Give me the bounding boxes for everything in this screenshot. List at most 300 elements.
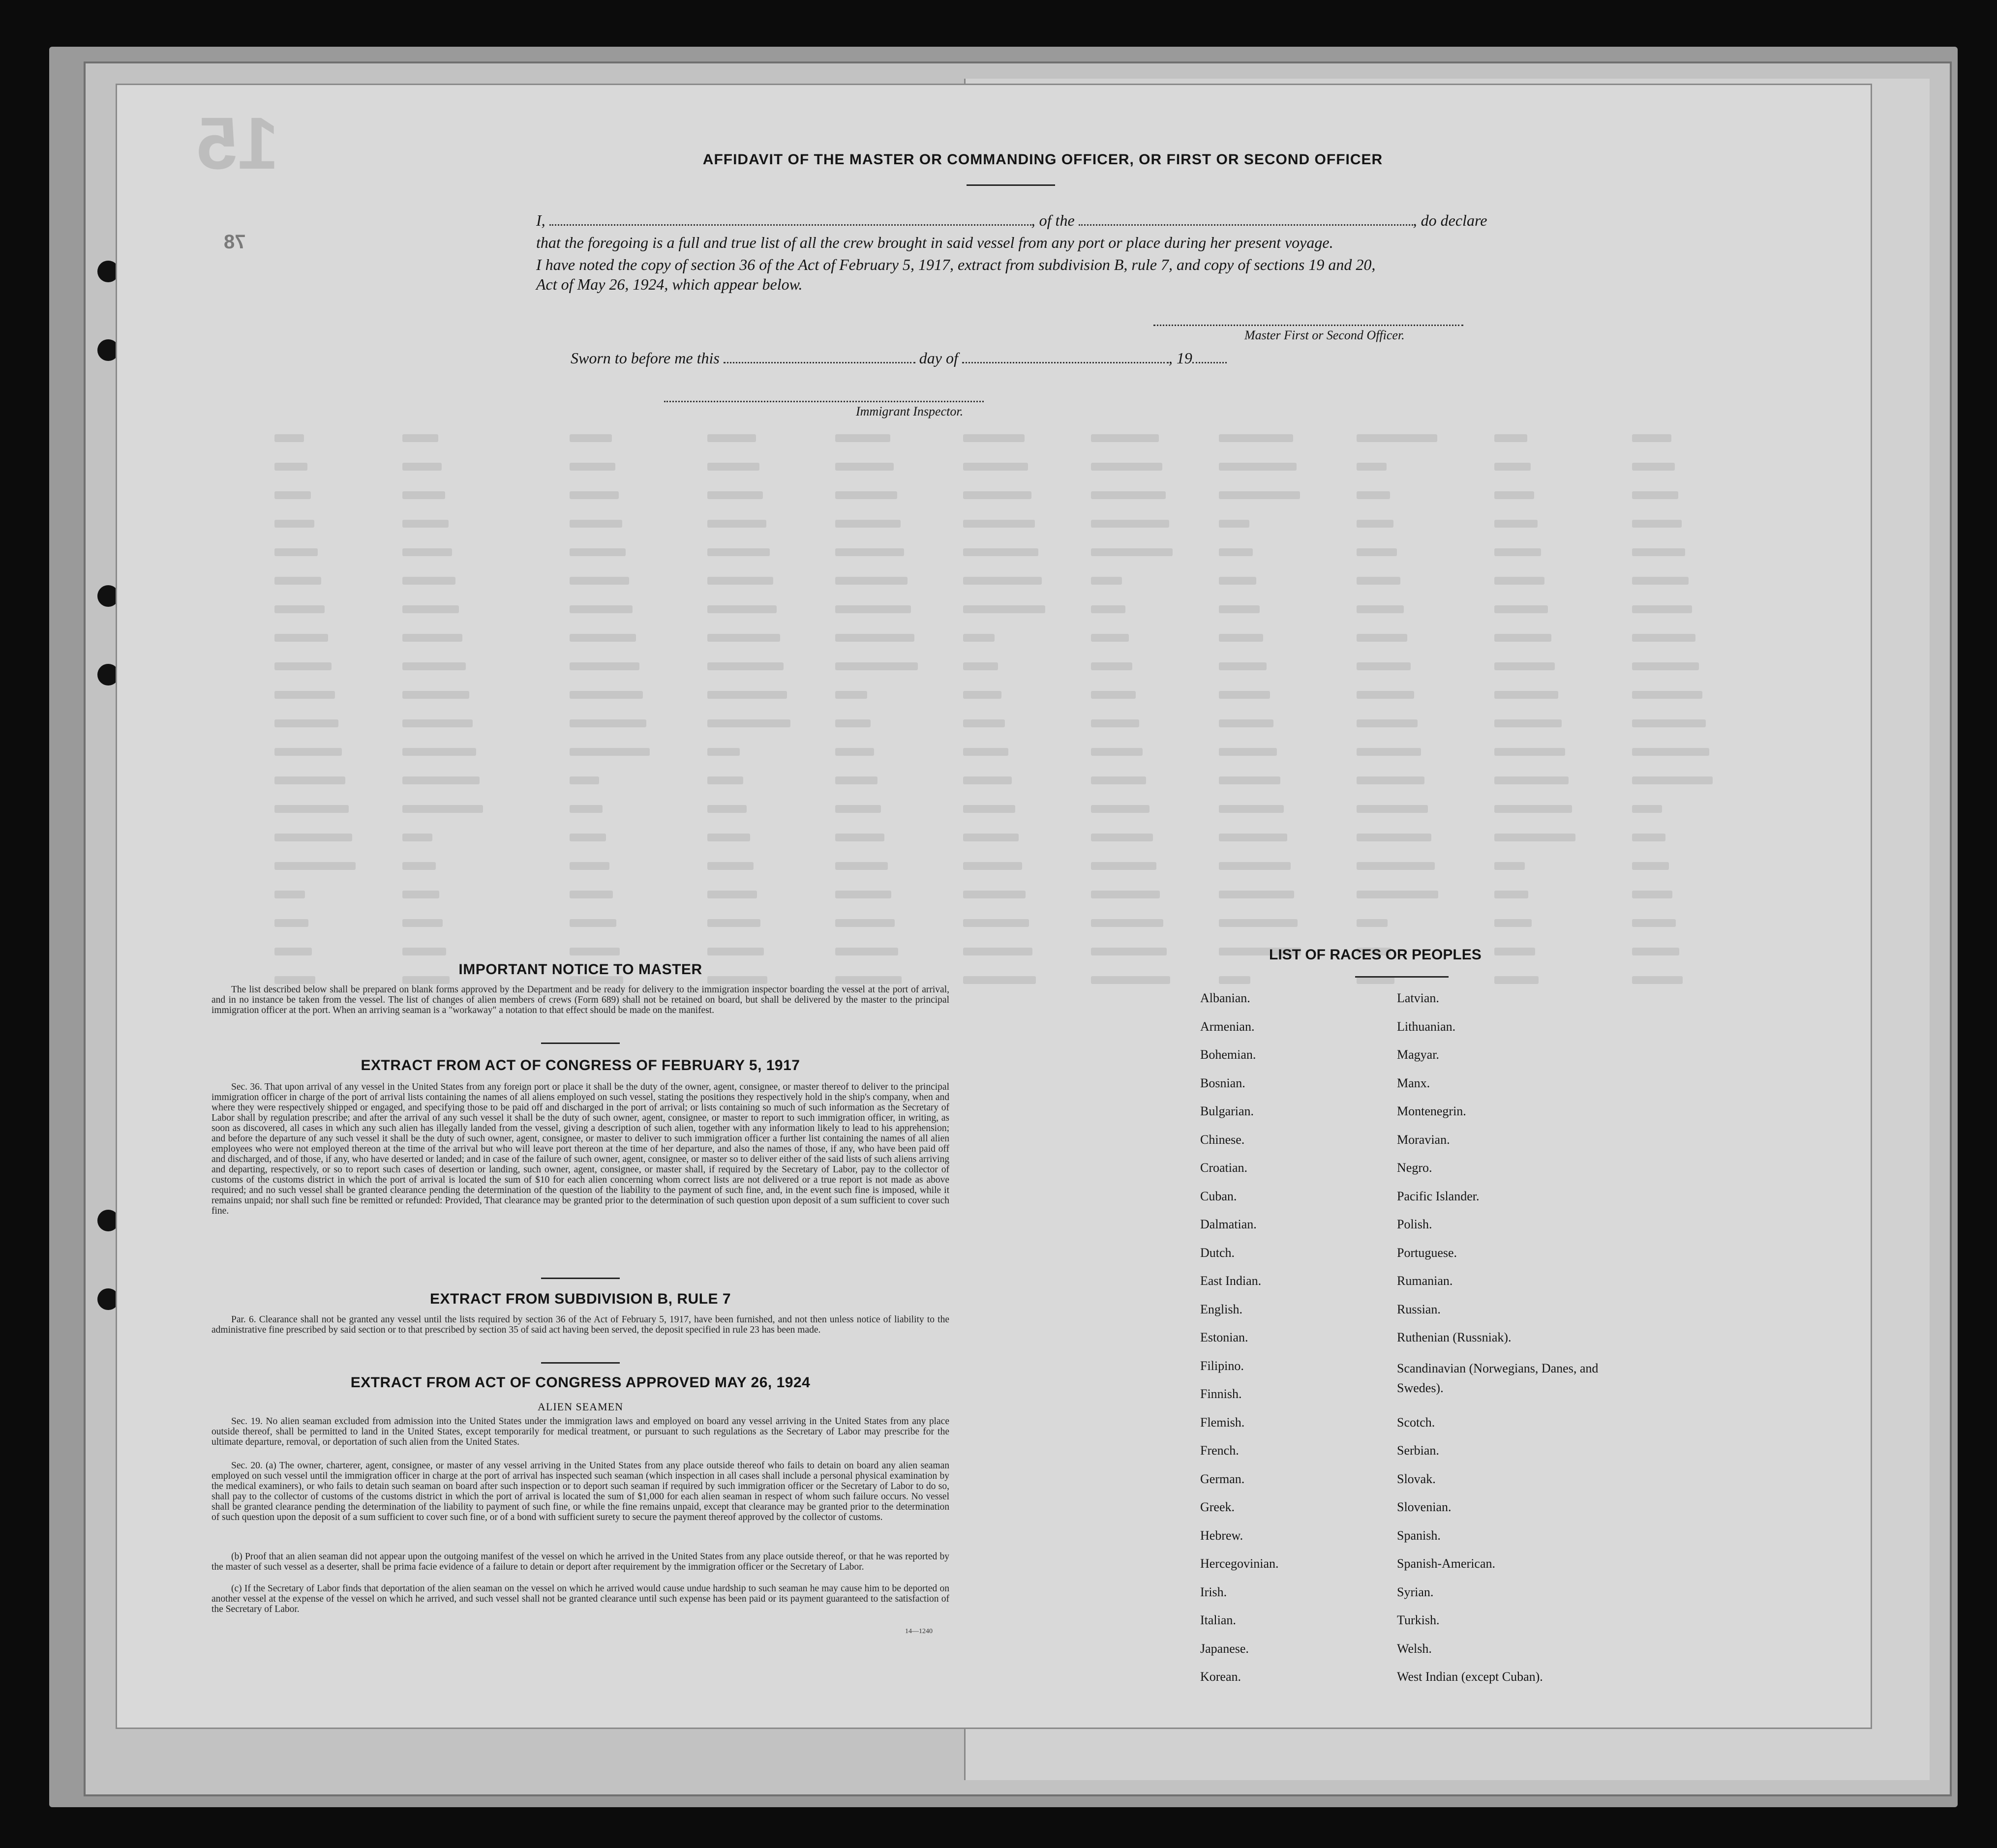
bleed-through-mark bbox=[1219, 577, 1256, 585]
race-item: Polish. bbox=[1397, 1217, 1432, 1231]
bleed-through-mark bbox=[1219, 719, 1273, 727]
race-item: Magyar. bbox=[1397, 1047, 1439, 1062]
bleed-through-mark bbox=[274, 834, 352, 841]
bleed-through-mark bbox=[402, 463, 442, 471]
race-item: East Indian. bbox=[1200, 1274, 1262, 1288]
bleed-through-mark bbox=[274, 434, 304, 442]
bleed-through-mark bbox=[570, 491, 619, 499]
race-item: Albanian. bbox=[1200, 991, 1250, 1005]
divider bbox=[541, 1362, 620, 1364]
bleed-through-mark bbox=[707, 776, 743, 784]
bleed-through-mark bbox=[835, 463, 894, 471]
small-number-mark: 78 bbox=[224, 231, 246, 253]
bleed-through-mark bbox=[1091, 862, 1156, 870]
affidavit-title: AFFIDAVIT OF THE MASTER OR COMMANDING OFFICER, OR FIRST OR SECOND OFFICER bbox=[702, 151, 1383, 168]
bleed-through-mark bbox=[707, 520, 766, 528]
bleed-through-mark bbox=[707, 805, 747, 813]
bleed-through-mark bbox=[835, 919, 895, 927]
bleed-through-mark bbox=[570, 577, 629, 585]
sworn-day-label: day of bbox=[919, 349, 958, 367]
bleed-through-mark bbox=[1632, 976, 1683, 984]
bleed-through-mark bbox=[1091, 919, 1163, 927]
extract-1924-heading: EXTRACT FROM ACT OF CONGRESS APPROVED MAY 26, 1924 bbox=[350, 1374, 811, 1391]
bleed-through-mark bbox=[1494, 919, 1532, 927]
races-heading: LIST OF RACES OR PEOPLES bbox=[1269, 947, 1482, 963]
race-item: Russian. bbox=[1397, 1302, 1441, 1316]
bleed-through-mark bbox=[1091, 691, 1136, 699]
race-item: Dalmatian. bbox=[1200, 1217, 1257, 1231]
race-item: Korean. bbox=[1200, 1669, 1241, 1684]
bleed-through-mark bbox=[1494, 434, 1527, 442]
sworn-month-field[interactable] bbox=[962, 349, 1169, 363]
rule7-heading: EXTRACT FROM SUBDIVISION B, RULE 7 bbox=[429, 1291, 731, 1307]
bleed-through-mark bbox=[1357, 748, 1421, 756]
bleed-through-mark bbox=[963, 948, 1032, 955]
sec19-text: Sec. 19. No alien seaman excluded from admission into the United States under the immigration laws and employed on board any vessel arriving in the United States from any place outside thereof, shall be permitted to land in the United States, except temporarily for medical treatment, or pursuant to such regulations as the Secretary of Labor may prescribe for the ultimate departure, removal, or deportation of such alien from the United States. bbox=[212, 1416, 949, 1447]
bleed-through-mark bbox=[570, 862, 609, 870]
extract-1917-text: Sec. 36. That upon arrival of any vessel in the United States from any foreign port or place it shall be the duty of the owner, agent, consignee, or master thereof to deliver to the principal immigration officer in charge of the port of arrival lists containing the names of all aliens employed on such vessel, stating the positions they respectively hold in the ship's company, when and where they were respectively shipped or engaged, and specifying those to be paid off and discharged in the port of arrival; or lists containing so much of such information as the Secretary of Labor shall by regulation prescribe; and after the arrival of any such vessel it shall be the duty of such owner, agent, consignee, or master to report to such immigration officer, in writing, as soon as discovered, all cases in which any such alien has illegally landed from the vessel, giving a description of such alien, together with any information likely to lead to his apprehension; and before the departure of any such vessel it shall be the duty of such owner, agent, consignee, or master to deliver to such immigration officer a further list containing the names of all alien employees who were not employed thereon at the time of the arrival but who will leave port thereon at the time of her departure, and also the names of those, if any, who have been paid off and discharged, and of those, if any, who have deserted or landed; and in case of the failure of such owner, agent, consignee, or master so to deliver either of the said lists of such aliens arriving and departing, respectively, or so to report such cases of desertion or landing, such owner, agent, consignee, or master shall, if required by the Secretary of Labor, pay to the collector of customs of the customs district in which the port of arrival is located the sum of $10 for each alien concerning whom correct lists are not delivered or a true report is not made as above required; and no such vessel shall be granted clearance pending the determination of the question of the liability to the payment of such fine, and, in the event such fine is imposed, while it remains unpaid; nor shall such fine be remitted or refunded: Provided, That clearance may be granted prior to the determination of such question upon deposit of a sum sufficient to cover such fine. bbox=[212, 1082, 949, 1216]
bleed-through-mark bbox=[707, 463, 759, 471]
race-item: Spanish-American. bbox=[1397, 1556, 1496, 1571]
bleed-through-mark bbox=[963, 434, 1025, 442]
bleed-through-mark bbox=[1494, 776, 1569, 784]
bleed-through-mark bbox=[1494, 862, 1525, 870]
bleed-through-mark bbox=[835, 719, 871, 727]
bleed-through-mark bbox=[274, 776, 345, 784]
bleed-through-mark bbox=[1357, 634, 1407, 642]
declare-label: , do declare bbox=[1413, 211, 1487, 229]
bleed-through-row bbox=[255, 520, 1789, 531]
bleed-through-mark bbox=[570, 891, 613, 898]
bleed-through-row bbox=[255, 491, 1789, 502]
bleed-through-mark bbox=[570, 634, 636, 642]
bleed-through-mark bbox=[402, 834, 432, 841]
bleed-through-mark bbox=[1091, 434, 1159, 442]
bleed-through-mark bbox=[402, 577, 455, 585]
bleed-through-mark bbox=[835, 776, 877, 784]
bleed-through-mark bbox=[1219, 491, 1300, 499]
alien-seamen-subheading: ALIEN SEAMEN bbox=[538, 1401, 623, 1413]
bleed-through-mark bbox=[963, 605, 1045, 613]
race-item: Chinese. bbox=[1200, 1132, 1245, 1147]
bleed-through-mark bbox=[1632, 805, 1662, 813]
bleed-through-mark bbox=[1494, 805, 1572, 813]
divider bbox=[541, 1043, 620, 1044]
bleed-through-mark bbox=[1219, 548, 1253, 556]
race-item: Latvian. bbox=[1397, 991, 1439, 1005]
bleed-through-mark bbox=[274, 605, 325, 613]
race-item: Lithuanian. bbox=[1397, 1019, 1456, 1034]
bleed-through-mark bbox=[1494, 976, 1539, 984]
bleed-through-mark bbox=[1357, 805, 1428, 813]
bleed-through-mark bbox=[1632, 662, 1699, 670]
bleed-through-mark bbox=[570, 548, 626, 556]
bleed-through-mark bbox=[1219, 691, 1270, 699]
race-item: Greek. bbox=[1200, 1500, 1235, 1514]
race-item: Negro. bbox=[1397, 1161, 1432, 1175]
bleed-through-mark bbox=[274, 691, 335, 699]
race-item: Ruthenian (Russniak). bbox=[1397, 1330, 1512, 1344]
divider bbox=[967, 184, 1055, 186]
bleed-through-mark bbox=[402, 719, 473, 727]
bleed-through-mark bbox=[1091, 577, 1122, 585]
bleed-through-mark bbox=[963, 862, 1022, 870]
race-item: West Indian (except Cuban). bbox=[1397, 1669, 1543, 1684]
bleed-through-mark bbox=[1219, 834, 1287, 841]
bleed-through-mark bbox=[1091, 463, 1162, 471]
bleed-through-mark bbox=[570, 748, 650, 756]
bleed-through-mark bbox=[1091, 520, 1169, 528]
bleed-through-mark bbox=[963, 577, 1042, 585]
bleed-through-mark bbox=[274, 748, 342, 756]
bleed-through-mark bbox=[274, 577, 321, 585]
bleed-through-mark bbox=[1357, 719, 1418, 727]
bleed-through-mark bbox=[707, 691, 787, 699]
bleed-through-row bbox=[255, 662, 1789, 673]
sec20b-text: (b) Proof that an alien seaman did not appear upon the outgoing manifest of the vessel on which he arrived in the United States from any place outside thereof, or that he was reported by the master of such vessel as a deserter, shall be prima facie evidence of a failure to detain or deport after requirement by the immigration officer or the Secretary of Labor. bbox=[212, 1551, 949, 1572]
bleed-through-mark bbox=[1357, 891, 1438, 898]
declarant-prefix: I, bbox=[536, 211, 545, 229]
bleed-through-mark bbox=[963, 463, 1028, 471]
sworn-prefix: Sworn to before me this bbox=[571, 349, 720, 367]
bleed-through-mark bbox=[707, 605, 777, 613]
bleed-through-mark bbox=[402, 605, 459, 613]
bleed-through-mark bbox=[963, 662, 998, 670]
bleed-through-mark bbox=[1357, 577, 1400, 585]
bleed-through-mark bbox=[1219, 862, 1291, 870]
bleed-through-mark bbox=[1632, 520, 1682, 528]
bleed-through-mark bbox=[1494, 520, 1538, 528]
race-item: English. bbox=[1200, 1302, 1242, 1316]
master-signature-line[interactable] bbox=[1153, 325, 1463, 326]
bleed-through-mark bbox=[402, 748, 476, 756]
race-item: Manx. bbox=[1397, 1075, 1430, 1090]
of-the-label: , of the bbox=[1031, 211, 1075, 229]
bleed-through-mark bbox=[835, 891, 891, 898]
bleed-through-mark bbox=[1632, 719, 1706, 727]
bleed-through-row bbox=[255, 834, 1789, 844]
bleed-through-mark bbox=[1357, 491, 1390, 499]
bleed-through-mark bbox=[1494, 748, 1565, 756]
race-item: Syrian. bbox=[1397, 1584, 1434, 1599]
bleed-through-mark bbox=[707, 948, 764, 955]
bleed-through-mark bbox=[1494, 577, 1544, 585]
master-signature-label: Master First or Second Officer. bbox=[1244, 328, 1405, 342]
bleed-through-mark bbox=[835, 691, 867, 699]
bleed-through-mark bbox=[1357, 691, 1414, 699]
bleed-through-row bbox=[255, 463, 1789, 474]
race-item: Hercegovinian. bbox=[1200, 1556, 1279, 1571]
bleed-through-row bbox=[255, 948, 1789, 958]
race-item: Croatian. bbox=[1200, 1161, 1248, 1175]
notice-text: The list described below shall be prepared on blank forms approved by the Department and be ready for delivery to the immigration inspector boarding the vessel at the port of arrival, and in no instance be taken from the vessel. The list of changes of alien members of crews (Form 689) shall not be retained on board, but shall be delivered by the master to the principal immigration officer at the port. When an arriving seaman is a "workaway" a notation to that effect should be made on the manifest. bbox=[212, 984, 949, 1015]
bleed-through-mark bbox=[274, 548, 318, 556]
bleed-through-mark bbox=[274, 919, 308, 927]
bleed-through-mark bbox=[1091, 776, 1146, 784]
bleed-through-row bbox=[255, 577, 1789, 588]
bleed-through-mark bbox=[1357, 463, 1387, 471]
bleed-through-mark bbox=[1632, 634, 1695, 642]
bleed-through-mark bbox=[274, 520, 314, 528]
sworn-day-field[interactable] bbox=[724, 349, 915, 363]
sworn-line bbox=[571, 349, 1227, 367]
bleed-through-mark bbox=[274, 662, 332, 670]
bleed-through-mark bbox=[570, 605, 633, 613]
bleed-through-mark bbox=[963, 834, 1019, 841]
rule7-text: Par. 6. Clearance shall not be granted any vessel until the lists required by section 36 of the Act of February 5, 1917, have been furnished, and not then unless notice of liability to the administrative fine prescribed by said section or to that prescribed by section 35 of said act having been served, the deposit specified in rule 23 has been made. bbox=[212, 1314, 949, 1335]
bleed-through-mark bbox=[1494, 463, 1531, 471]
race-item: Dutch. bbox=[1200, 1245, 1235, 1260]
bleed-through-mark bbox=[1632, 834, 1665, 841]
bleed-through-mark bbox=[402, 919, 443, 927]
bleed-through-mark bbox=[1091, 605, 1125, 613]
bleed-through-row bbox=[255, 634, 1789, 645]
bleed-through-mark bbox=[963, 634, 995, 642]
bleed-through-mark bbox=[1632, 434, 1671, 442]
race-item: Bosnian. bbox=[1200, 1075, 1245, 1090]
bleed-through-mark bbox=[1632, 748, 1709, 756]
form-number: 14—1240 bbox=[905, 1628, 933, 1635]
bleed-through-mark bbox=[1091, 748, 1143, 756]
bleed-through-mark bbox=[707, 634, 780, 642]
bleed-through-mark bbox=[1091, 976, 1170, 984]
bleed-through-mark bbox=[1494, 891, 1528, 898]
bleed-through-mark bbox=[835, 434, 890, 442]
bleed-through-mark bbox=[835, 662, 918, 670]
bleed-through-mark bbox=[1357, 434, 1437, 442]
bleed-through-mark bbox=[1357, 834, 1431, 841]
bleed-through-mark bbox=[1494, 834, 1575, 841]
bleed-through-mark bbox=[274, 463, 307, 471]
declaration-text-line: I have noted the copy of section 36 of the Act of February 5, 1917, extract from subdivision B, rule 7, and copy of sections 19 and 20, bbox=[536, 256, 1376, 273]
bleed-through-row bbox=[255, 862, 1789, 873]
bleed-through-mark bbox=[402, 776, 480, 784]
bleed-through-mark bbox=[963, 691, 1001, 699]
bleed-through-row bbox=[255, 805, 1789, 816]
bleed-through-mark bbox=[1494, 691, 1558, 699]
bleed-through-mark bbox=[1632, 691, 1702, 699]
bleed-through-mark bbox=[274, 491, 311, 499]
divider bbox=[541, 1278, 620, 1279]
race-item: Flemish. bbox=[1200, 1415, 1245, 1430]
bleed-through-mark bbox=[835, 862, 888, 870]
bleed-through-mark bbox=[963, 805, 1015, 813]
bleed-through-mark bbox=[1091, 491, 1166, 499]
sworn-year-label: , 19 bbox=[1168, 349, 1192, 367]
race-item: Turkish. bbox=[1397, 1613, 1440, 1627]
bleed-through-mark bbox=[963, 748, 1008, 756]
bleed-through-mark bbox=[1357, 862, 1435, 870]
bleed-through-mark bbox=[835, 548, 904, 556]
divider bbox=[1355, 976, 1449, 978]
bleed-through-mark bbox=[1091, 834, 1153, 841]
bleed-through-mark bbox=[1219, 805, 1284, 813]
bleed-through-mark bbox=[1632, 548, 1685, 556]
bleed-through-mark bbox=[1219, 976, 1250, 984]
bleed-through-mark bbox=[274, 891, 305, 898]
notice-heading: IMPORTANT NOTICE TO MASTER bbox=[458, 961, 702, 978]
bleed-through-mark bbox=[1219, 891, 1294, 898]
bleed-through-mark bbox=[1219, 434, 1293, 442]
bleed-through-row bbox=[255, 719, 1789, 730]
race-item: Hebrew. bbox=[1200, 1528, 1243, 1543]
bleed-through-mark bbox=[1219, 520, 1249, 528]
bleed-through-mark bbox=[1219, 919, 1298, 927]
bleed-through-mark bbox=[963, 491, 1031, 499]
bleed-through-mark bbox=[1219, 634, 1263, 642]
bleed-through-mark bbox=[963, 976, 1036, 984]
bleed-through-mark bbox=[570, 691, 643, 699]
bleed-through-mark bbox=[1632, 491, 1678, 499]
race-item: Spanish. bbox=[1397, 1528, 1441, 1543]
inspector-signature-label: Immigrant Inspector. bbox=[856, 404, 964, 418]
bleed-through-mark bbox=[402, 520, 449, 528]
bleed-through-mark bbox=[1632, 605, 1692, 613]
bleed-through-mark bbox=[402, 891, 439, 898]
bleed-through-mark bbox=[1091, 948, 1167, 955]
bleed-through-mark bbox=[402, 491, 445, 499]
declarant-name-field[interactable] bbox=[549, 211, 1031, 226]
declaration-text-line: that the foregoing is a full and true list of all the crew brought in said vessel from any port or place during her present voyage. bbox=[536, 234, 1333, 251]
bleed-through-mark bbox=[1494, 605, 1548, 613]
race-item: Scotch. bbox=[1397, 1415, 1435, 1430]
race-item: Estonian. bbox=[1200, 1330, 1248, 1344]
bleed-through-mark bbox=[570, 662, 639, 670]
race-item: Welsh. bbox=[1397, 1641, 1432, 1656]
bleed-through-mark bbox=[707, 862, 754, 870]
bleed-through-mark bbox=[1091, 805, 1150, 813]
race-item: Scandinavian (Norwegians, Danes, and Swedes). bbox=[1397, 1361, 1599, 1395]
bleed-through-mark bbox=[570, 919, 616, 927]
race-item: Irish. bbox=[1200, 1584, 1227, 1599]
bleed-through-mark bbox=[1357, 776, 1424, 784]
bleed-through-mark bbox=[1632, 577, 1689, 585]
bleed-through-mark bbox=[1219, 605, 1260, 613]
race-item: German. bbox=[1200, 1471, 1245, 1486]
race-item: Serbian. bbox=[1397, 1443, 1439, 1458]
bleed-through-mark bbox=[963, 520, 1035, 528]
race-item: Moravian. bbox=[1397, 1132, 1450, 1147]
race-item: Filipino. bbox=[1200, 1358, 1244, 1373]
bleed-through-row bbox=[255, 919, 1789, 930]
bleed-through-mark bbox=[835, 948, 898, 955]
race-item: Slovenian. bbox=[1397, 1500, 1452, 1514]
bleed-through-mark bbox=[570, 948, 620, 955]
bleed-through-mark bbox=[835, 577, 908, 585]
bleed-through-mark bbox=[274, 862, 356, 870]
bleed-through-mark bbox=[1632, 862, 1669, 870]
bleed-through-mark bbox=[402, 948, 446, 955]
bleed-through-mark bbox=[402, 548, 452, 556]
race-item: Cuban. bbox=[1200, 1189, 1237, 1203]
bleed-through-mark bbox=[835, 605, 911, 613]
sec20a-text: Sec. 20. (a) The owner, charterer, agent, consignee, or master of any vessel arriving in the United States from any place outside thereof who fails to detain on board any alien seaman employed on such vessel until the immigration officer in charge at the port of arrival has inspected such seaman (which inspection in all cases shall include a personal physical examination by the medical examiners), or who fails to detain such seaman on board after such inspection or to deport such seaman if required by such immigration officer or the Secretary of Labor to do so, shall pay to the collector of customs of the customs district in which the port of arrival is located the sum of $1,000 for each alien seaman in respect of whom such failure occurs. No vessel shall be granted clearance pending the determination of the liability to payment of such fine, or while the fine remains unpaid, except that clearance may be granted prior to the determination of such question upon the deposit of a sum sufficient to cover such fine, or of a bond with sufficient surety to secure the payment thereof approved by the collector of customs. bbox=[212, 1461, 949, 1522]
bleed-through-mark bbox=[570, 776, 599, 784]
bleed-through-mark bbox=[1357, 662, 1411, 670]
bleed-through-mark bbox=[835, 520, 901, 528]
bleed-through-mark bbox=[707, 919, 760, 927]
bleed-through-mark bbox=[402, 691, 469, 699]
bleed-through-mark bbox=[707, 548, 770, 556]
bleed-through-mark bbox=[402, 805, 483, 813]
bleed-through-mark bbox=[402, 862, 436, 870]
race-item: Rumanian. bbox=[1397, 1274, 1453, 1288]
declaration-text-line: Act of May 26, 1924, which appear below. bbox=[536, 275, 803, 293]
bleed-through-mark bbox=[1091, 891, 1160, 898]
bleed-through-mark bbox=[1091, 719, 1139, 727]
bleed-through-mark bbox=[707, 719, 790, 727]
race-item: Bulgarian. bbox=[1200, 1104, 1254, 1118]
bleed-through-mark bbox=[963, 548, 1038, 556]
inspector-signature-line[interactable] bbox=[664, 401, 984, 402]
bleed-through-mark bbox=[274, 805, 349, 813]
bleed-through-mark bbox=[274, 634, 328, 642]
bleed-through-mark bbox=[1219, 662, 1267, 670]
bleed-through-mark bbox=[835, 748, 874, 756]
bleed-through-mark bbox=[707, 434, 756, 442]
bleed-through-mark bbox=[707, 577, 773, 585]
bleed-through-mark bbox=[963, 776, 1012, 784]
race-item: Armenian. bbox=[1200, 1019, 1255, 1034]
bleed-through-mark bbox=[963, 891, 1026, 898]
bleed-through-mark bbox=[1091, 662, 1132, 670]
bleed-through-mark bbox=[570, 719, 646, 727]
bleed-through-mark bbox=[1494, 491, 1534, 499]
bleed-through-mark bbox=[1091, 634, 1129, 642]
bleed-through-mark bbox=[835, 634, 914, 642]
bleed-through-mark bbox=[963, 919, 1029, 927]
race-item: Slovak. bbox=[1397, 1471, 1436, 1486]
race-item: Japanese. bbox=[1200, 1641, 1249, 1656]
bleed-through-mark bbox=[707, 748, 740, 756]
race-item: Montenegrin. bbox=[1397, 1104, 1466, 1118]
bleed-through-mark bbox=[835, 834, 884, 841]
bleed-through-row bbox=[255, 748, 1789, 759]
bleed-through-mark bbox=[274, 948, 312, 955]
bleed-through-mark bbox=[1357, 520, 1393, 528]
bleed-through-mark bbox=[1219, 776, 1280, 784]
sheet-number-mark: 15 bbox=[197, 102, 279, 184]
bleed-through-mark bbox=[402, 634, 462, 642]
race-item: Italian. bbox=[1200, 1613, 1236, 1627]
bleed-through-mark bbox=[1357, 919, 1388, 927]
bleed-through-mark bbox=[707, 491, 763, 499]
sworn-year-field[interactable] bbox=[1192, 349, 1227, 363]
vessel-name-field[interactable] bbox=[1079, 211, 1413, 226]
bleed-through-mark bbox=[570, 463, 615, 471]
bleed-through-mark bbox=[707, 834, 750, 841]
bleed-through-mark bbox=[570, 834, 606, 841]
bleed-through-row bbox=[255, 434, 1789, 445]
race-item: Finnish. bbox=[1200, 1387, 1242, 1401]
extract-1917-heading: EXTRACT FROM ACT OF CONGRESS OF FEBRUARY 5, 1917 bbox=[361, 1057, 800, 1073]
bleed-through-mark bbox=[1494, 662, 1555, 670]
bleed-through-mark bbox=[1632, 776, 1713, 784]
bleed-through-row bbox=[255, 605, 1789, 616]
bleed-through-mark bbox=[1357, 548, 1397, 556]
sec20c-text: (c) If the Secretary of Labor finds that deportation of the alien seaman on the vessel on which he arrived would cause undue hardship to such seaman he may cause him to be deported on another vessel at the expense of the vessel on which he arrived, and such vessel shall not be granted clearance until such expense has been paid or its payment guaranteed to the satisfaction of the Secretary of Labor. bbox=[212, 1583, 949, 1614]
bleed-through-mark bbox=[1494, 719, 1562, 727]
race-item: Portuguese. bbox=[1397, 1245, 1457, 1260]
bleed-through-mark bbox=[402, 434, 438, 442]
bleed-through-row bbox=[255, 548, 1789, 559]
bleed-through-mark bbox=[1357, 605, 1404, 613]
bleed-through-mark bbox=[707, 891, 757, 898]
bleed-through-mark bbox=[402, 662, 466, 670]
bleed-through-mark bbox=[1494, 634, 1551, 642]
bleed-through-row bbox=[255, 691, 1789, 702]
bleed-through-mark bbox=[1219, 748, 1277, 756]
